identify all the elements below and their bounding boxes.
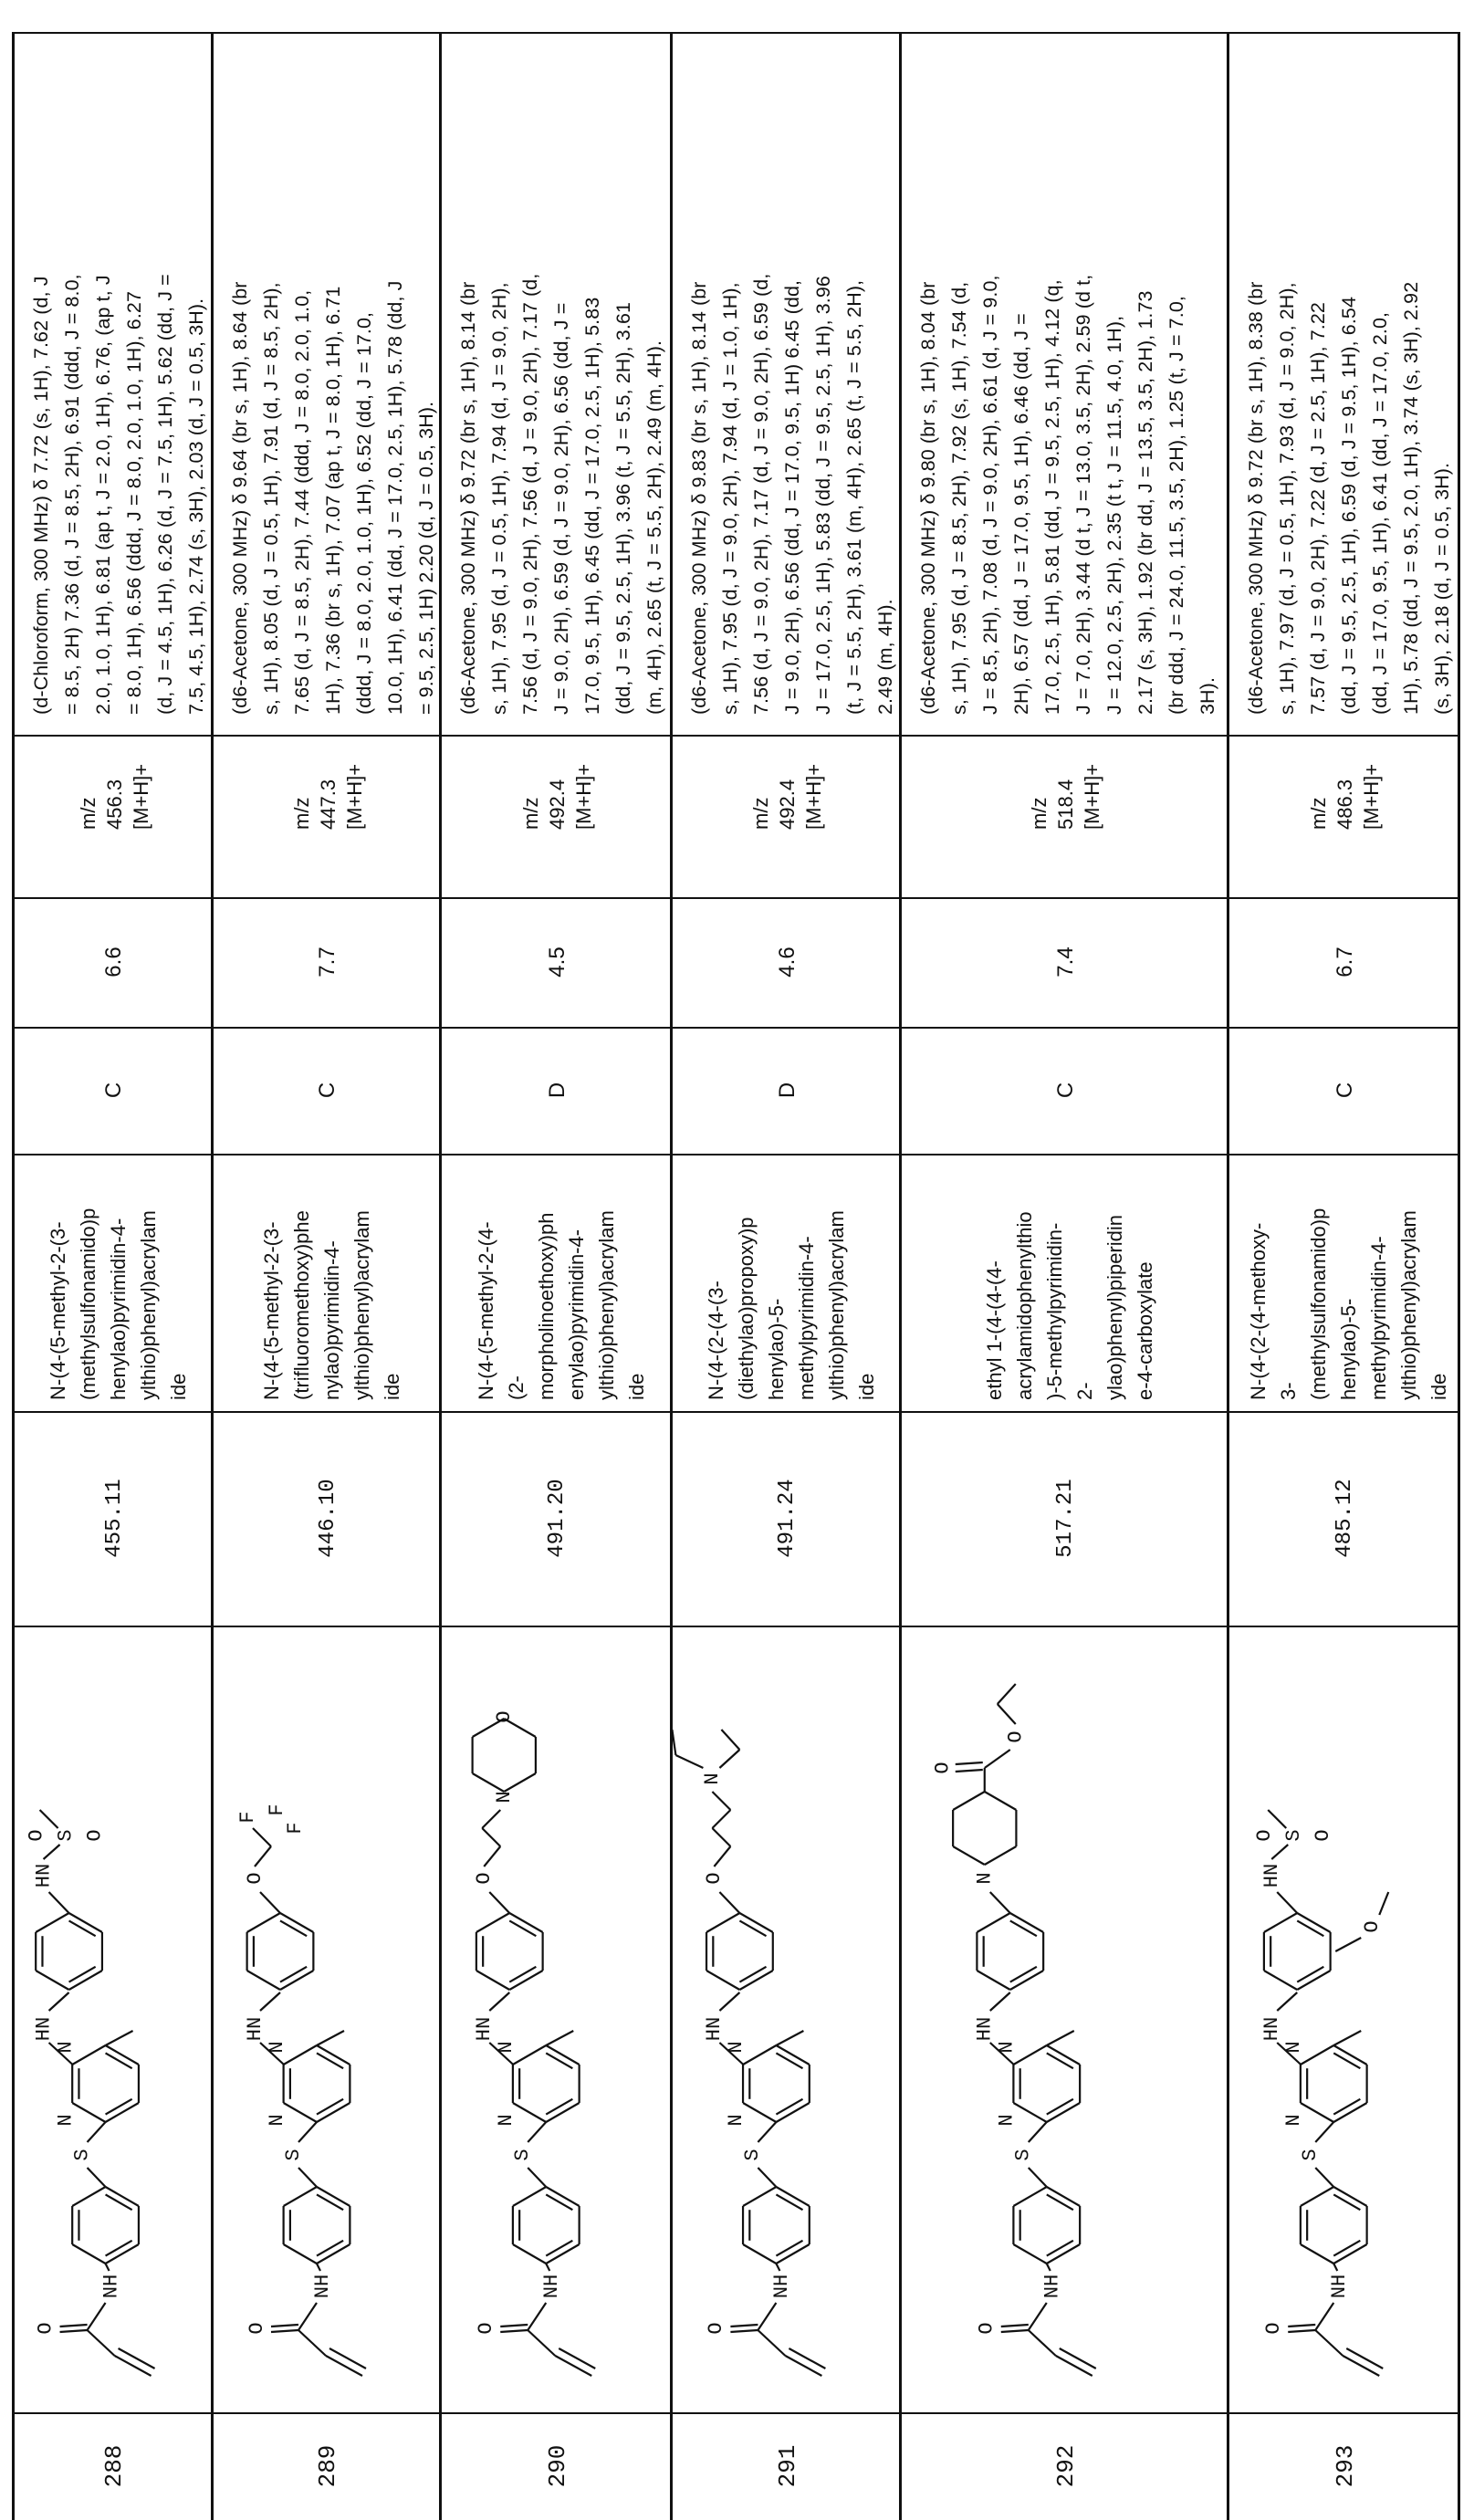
- name-line: ide: [854, 1373, 878, 1400]
- activity-text: D: [774, 1082, 800, 1099]
- nmr-line: = 8.0, 1H), 6.56 (ddd, J = 8.0, 2.0, 1.0, 1H), 6.27: [123, 290, 145, 715]
- nmr-line: (d6-Acetone, 300 MHz) δ 9.83 (br s, 1H), 8.14 (br: [688, 281, 710, 715]
- ms-line: [M+H]+: [342, 763, 366, 830]
- atom-label: O: [705, 2322, 728, 2335]
- atom-label: NH: [99, 2274, 123, 2299]
- compound-number-text: 288: [100, 2444, 128, 2488]
- name-line: ylthio)phenyl)acrylam: [350, 1210, 373, 1400]
- molecular-weight: [212, 1415, 440, 1622]
- molecular-weight: [671, 1415, 900, 1622]
- compound-number-text: 290: [543, 2444, 571, 2488]
- nmr-line: s, 1H), 7.95 (d, J = 0.5, 1H), 7.94 (d, J = 9.0, 2H),: [488, 282, 510, 715]
- compound-number-cell: [212, 2412, 440, 2520]
- name-line: methylpyrimidin-4-: [1367, 1236, 1390, 1400]
- atom-label: O: [83, 1829, 107, 1842]
- compound-name: [900, 1165, 1228, 1400]
- ic50-value-cell: [212, 897, 440, 1027]
- molecular-weight: [13, 1415, 212, 1622]
- name-line: ide: [166, 1373, 190, 1400]
- ms-line: [M+H]+: [572, 763, 595, 830]
- nmr-line: 10.0, 1H), 6.41 (dd, J = 17.0, 2.5, 1H), 5.78 (dd, J: [384, 280, 406, 715]
- compound-number: [671, 2416, 900, 2516]
- nmr-line: 2.49 (m, 4H).: [874, 599, 896, 715]
- ms-line: m/z: [1028, 797, 1051, 830]
- atom-label: O: [703, 1872, 727, 1885]
- name-line: (methylsulfonamido)p: [76, 1208, 99, 1400]
- nmr-line: 7.56 (d, J = 9.0, 2H), 7.56 (d, J = 9.0, 2H), 7.17 (d,: [519, 273, 541, 715]
- atom-label: F: [265, 1804, 288, 1816]
- nmr-text-cell: [13, 32, 212, 735]
- compound-number-text: 293: [1331, 2444, 1359, 2488]
- name-line: ide: [1427, 1373, 1450, 1400]
- ms-value-cell: [900, 735, 1228, 897]
- ic50-text: 4.5: [544, 946, 570, 978]
- atom-label: S: [70, 2149, 94, 2161]
- ic50-value: [671, 901, 900, 1023]
- atom-label: O: [473, 1872, 497, 1885]
- atom-label: HN: [243, 2016, 267, 2042]
- ms-line: 456.3: [102, 779, 126, 830]
- nmr-line: (dd, J = 9.5, 2.5, 1H), 3.96 (t, J = 5.5, 2H), 3.61: [612, 301, 634, 715]
- nmr-text-cell: [671, 32, 900, 735]
- ic50-value: [1228, 901, 1458, 1023]
- activity-class: [671, 1030, 900, 1150]
- activity-class: [13, 1030, 212, 1150]
- atom-label: NH: [310, 2274, 334, 2299]
- compound-number-text: 292: [1051, 2444, 1080, 2488]
- nmr-line: (d6-Acetone, 300 MHz) δ 9.72 (br s, 1H), 8.14 (br: [457, 281, 479, 715]
- chemical-structure: [900, 1626, 1228, 2412]
- compound-name-cell: [671, 1154, 900, 1411]
- name-line: (diethylao)propoxy)p: [734, 1217, 758, 1400]
- nmr-line: s, 1H), 7.95 (d, J = 9.0, 2H), 7.94 (d, J = 1.0, 1H),: [719, 282, 741, 715]
- compound-number: [900, 2416, 1228, 2516]
- activity-text: C: [101, 1082, 126, 1099]
- atom-label: O: [1312, 1829, 1335, 1842]
- name-line: 3-: [1277, 1382, 1300, 1400]
- molecular-weight-cell: [13, 1411, 212, 1626]
- ic50-value-cell: [671, 897, 900, 1027]
- atom-label: N: [1282, 2041, 1306, 2054]
- nmr-line: 3H).: [1197, 676, 1218, 715]
- name-line: ethyl 1-(4-(4-(4-: [982, 1260, 1006, 1400]
- activity-class-cell: [671, 1027, 900, 1154]
- chemical-structure: [13, 1626, 212, 2412]
- nmr-line: 7.5, 4.5, 1H), 2.74 (s, 3H), 2.03 (d, J = 0.5, 3H).: [185, 298, 207, 715]
- atom-label: O: [25, 1829, 48, 1842]
- name-line: methylpyrimidin-4-: [794, 1236, 818, 1400]
- ms-line: m/z: [519, 797, 542, 830]
- atom-label: O: [1253, 1829, 1277, 1842]
- atom-label: S: [1299, 2149, 1322, 2161]
- nmr-text-cell: [900, 32, 1228, 735]
- atom-label: N: [725, 2114, 748, 2127]
- name-line: 2-: [1072, 1382, 1096, 1400]
- molecular-weight-cell: [440, 1411, 671, 1626]
- compound-name-cell: [1228, 1154, 1458, 1411]
- name-line: ylthio)phenyl)acrylam: [1397, 1210, 1420, 1400]
- nmr-line: (dd, J = 17.0, 9.5, 1H), 6.41 (dd, J = 17.0, 2.0,: [1369, 311, 1391, 715]
- nmr-text-cell: [212, 32, 440, 735]
- name-line: ide: [380, 1373, 403, 1400]
- nmr-line: 1H), 7.36 (br s, 1H), 7.07 (ap t, J = 8.0, 1H), 6.71: [322, 286, 344, 715]
- atom-label: N: [265, 2114, 288, 2127]
- activity-class-cell: [13, 1027, 212, 1154]
- nmr-line: 1H), 5.78 (dd, J = 9.5, 2.0, 1H), 3.74 (s, 3H), 2.92: [1400, 281, 1422, 715]
- name-line: morpholinoethoxy)ph: [534, 1212, 558, 1400]
- nmr-line: 17.0, 2.5, 1H), 5.81 (dd, J = 9.5, 2.5, 1H), 4.12 (q,: [1041, 279, 1063, 715]
- nmr-line: s, 1H), 8.05 (d, J = 0.5, 1H), 7.91 (d, J = 8.5, 2H),: [260, 282, 282, 715]
- name-line: N-(4-(2-(4-methoxy-: [1247, 1222, 1270, 1400]
- ms-line: [M+H]+: [1081, 763, 1103, 830]
- atom-label: N: [995, 2041, 1019, 2054]
- compound-number-cell: [671, 2412, 900, 2520]
- nmr-line: s, 1H), 7.97 (d, J = 0.5, 1H), 7.93 (d, J = 9.0, 2H),: [1276, 282, 1298, 715]
- nmr-text: [13, 45, 212, 722]
- molecular-weight: [440, 1415, 671, 1622]
- name-line: acrylamidophenylthio: [1012, 1211, 1036, 1400]
- atom-label: NH: [770, 2274, 794, 2299]
- name-line: ylthio)phenyl)acrylam: [824, 1210, 848, 1400]
- molecular-weight-cell: [671, 1411, 900, 1626]
- nmr-line: J = 9.0, 2H), 6.56 (dd, J = 17.0, 9.5, 1H) 6.45 (dd,: [781, 279, 803, 715]
- nmr-line: (m, 4H), 2.65 (t, J = 5.5, 2H), 2.49 (m, 4H).: [643, 340, 665, 715]
- ms-value-cell: [671, 735, 900, 897]
- chemical-structure: [1228, 1626, 1458, 2412]
- mw-text: 517.21: [1053, 1479, 1078, 1558]
- nmr-line: 7.57 (d, J = 9.0, 2H), 7.22 (d, J = 2.5, 1H), 7.22: [1307, 302, 1329, 715]
- atom-label: NH: [540, 2274, 564, 2299]
- activity-class-cell: [900, 1027, 1228, 1154]
- ms-line: 447.3: [316, 779, 340, 830]
- compound-name-cell: [440, 1154, 671, 1411]
- ms-line: m/z: [289, 797, 313, 830]
- ic50-text: 7.4: [1052, 946, 1078, 978]
- ms-value-cell: [212, 735, 440, 897]
- ic50-value: [900, 901, 1228, 1023]
- compound-number: [212, 2416, 440, 2516]
- name-line: )-5-methylpyrimidin-: [1042, 1222, 1066, 1400]
- nmr-text-cell: [1228, 32, 1458, 735]
- atom-label: N: [495, 2114, 518, 2127]
- ic50-value: [440, 901, 671, 1023]
- atom-label: O: [975, 2322, 998, 2335]
- nmr-text: [900, 45, 1228, 722]
- compound-number: [1228, 2416, 1458, 2516]
- ic50-text: 6.6: [101, 946, 126, 978]
- ms-line: 486.3: [1333, 779, 1356, 830]
- compound-number-text: 291: [773, 2444, 801, 2488]
- name-line: nylao)pyrimidin-4-: [319, 1240, 343, 1400]
- ic50-value: [13, 901, 212, 1023]
- name-line: henylao)-5-: [764, 1298, 788, 1400]
- atom-label: N: [1282, 2114, 1306, 2127]
- chemical-structure: [440, 1626, 671, 2412]
- ic50-value-cell: [1228, 897, 1458, 1027]
- ic50-text: 7.7: [315, 946, 340, 978]
- name-line: (2-: [504, 1375, 528, 1400]
- nmr-line: (s, 3H), 2.18 (d, J = 0.5, 3H).: [1431, 462, 1453, 715]
- name-line: ylao)phenyl)piperidin: [1103, 1214, 1126, 1400]
- ms-line: 518.4: [1054, 779, 1077, 830]
- activity-text: D: [544, 1082, 570, 1099]
- atom-label: O: [931, 1762, 955, 1774]
- atom-label: HN: [32, 2016, 56, 2042]
- ic50-value-cell: [440, 897, 671, 1027]
- ms-value: [212, 738, 440, 894]
- atom-label: S: [54, 1829, 78, 1842]
- compound-name: [212, 1165, 440, 1400]
- activity-class-cell: [212, 1027, 440, 1154]
- nmr-text: [1228, 45, 1458, 722]
- nmr-text-cell: [440, 32, 671, 735]
- ms-value: [900, 738, 1228, 894]
- nmr-line: (d, J = 4.5, 1H), 6.26 (d, J = 7.5, 1H), 5.62 (dd, J =: [154, 274, 176, 715]
- activity-text: C: [1332, 1082, 1357, 1099]
- name-line: (methylsulfonamido)p: [1307, 1208, 1330, 1400]
- atom-label: O: [1004, 1731, 1028, 1743]
- name-line: N-(4-(5-methyl-2-(3-: [46, 1221, 69, 1400]
- activity-class: [900, 1030, 1228, 1150]
- atom-label: NH: [1040, 2274, 1064, 2299]
- ms-value-cell: [440, 735, 671, 897]
- name-line: e-4-carboxylate: [1133, 1261, 1156, 1400]
- nmr-line: J = 9.0, 2H), 6.59 (d, J = 9.0, 2H), 6.56 (dd, J =: [550, 302, 572, 715]
- atom-label: O: [245, 2322, 268, 2335]
- compound-number-cell: [440, 2412, 671, 2520]
- ms-value-cell: [1228, 735, 1458, 897]
- ms-value-cell: [13, 735, 212, 897]
- activity-text: C: [1052, 1082, 1078, 1099]
- nmr-line: 2.17 (s, 3H), 1.92 (br dd, J = 13.5, 3.5, 2H), 1.73: [1134, 290, 1156, 715]
- nmr-line: (br ddd, J = 24.0, 11.5, 3.5, 2H), 1.25 (t, J = 7.0,: [1166, 296, 1187, 715]
- atom-label: N: [725, 2041, 748, 2054]
- atom-label: HN: [32, 1863, 56, 1888]
- atom-label: N: [265, 2041, 288, 2054]
- activity-class: [212, 1030, 440, 1150]
- mw-text: 446.10: [315, 1479, 340, 1558]
- nmr-text: [440, 45, 671, 722]
- ic50-value-cell: [900, 897, 1228, 1027]
- atom-label: O: [493, 1710, 517, 1723]
- chemical-structure: [212, 1626, 440, 2412]
- nmr-line: s, 1H), 7.95 (d, J = 8.5, 2H), 7.92 (s, 1H), 7.54 (d,: [948, 281, 970, 715]
- chemical-structure: [671, 1626, 900, 2412]
- compound-name: [1228, 1165, 1458, 1400]
- atom-label: HN: [473, 2016, 497, 2042]
- compound-number-cell: [1228, 2412, 1458, 2520]
- ms-value: [13, 738, 212, 894]
- atom-label: HN: [1260, 1863, 1284, 1888]
- nmr-line: 2.0, 1.0, 1H), 6.81 (ap t, J = 2.0, 1H), 6.76, (ap t, J: [92, 275, 114, 715]
- atom-label: N: [973, 1872, 997, 1885]
- ic50-text: 4.6: [774, 946, 800, 978]
- activity-class-cell: [440, 1027, 671, 1154]
- name-line: N-(4-(2-(4-(3-: [704, 1281, 727, 1400]
- nmr-line: J = 17.0, 2.5, 1H), 5.83 (dd, J = 9.5, 2.5, 1H), 3.96: [812, 276, 834, 715]
- nmr-text: [212, 45, 440, 722]
- nmr-line: (dd, J = 9.5, 2.5, 1H), 6.59 (d, J = 9.5, 1H), 6.54: [1338, 296, 1360, 715]
- compound-name-cell: [900, 1154, 1228, 1411]
- nmr-line: (d6-Acetone, 300 MHz) δ 9.80 (br s, 1H), 8.04 (br: [917, 281, 939, 715]
- mw-text: 491.24: [775, 1479, 800, 1558]
- atom-label: N: [495, 2041, 518, 2054]
- nmr-line: 17.0, 9.5, 1H), 6.45 (dd, J = 17.0, 2.5, 1H), 5.83: [581, 297, 603, 715]
- name-line: henylao)pyrimidin-4-: [106, 1218, 130, 1400]
- molecular-weight: [1228, 1415, 1458, 1622]
- name-line: enylao)pyrimidin-4-: [564, 1229, 588, 1400]
- ms-line: [M+H]+: [1360, 763, 1383, 830]
- name-line: (trifluoromethoxy)phe: [289, 1210, 313, 1400]
- name-line: ylthio)phenyl)acrylam: [594, 1210, 618, 1400]
- ms-line: 492.4: [776, 779, 799, 830]
- atom-label: O: [1361, 1920, 1385, 1933]
- atom-label: N: [995, 2114, 1019, 2127]
- ic50-value: [212, 901, 440, 1023]
- name-line: ide: [624, 1373, 648, 1400]
- atom-label: O: [34, 2322, 57, 2335]
- ms-line: 492.4: [546, 779, 569, 830]
- ms-value: [1228, 738, 1458, 894]
- nmr-line: 2H), 6.57 (dd, J = 17.0, 9.5, 1H), 6.46 (dd, J =: [1010, 313, 1032, 715]
- activity-class: [1228, 1030, 1458, 1150]
- activity-text: C: [315, 1082, 340, 1099]
- atom-label: S: [1282, 1829, 1306, 1842]
- compound-number-text: 289: [314, 2444, 341, 2488]
- compound-number: [13, 2416, 212, 2516]
- atom-label: N: [493, 1791, 517, 1804]
- nmr-line: (t, J = 5.5, 2H), 3.61 (m, 4H), 2.65 (t, J = 5.5, 2H),: [843, 279, 865, 715]
- nmr-line: (d-Chloroform, 300 MHz) δ 7.72 (s, 1H), 7.62 (d, J: [30, 276, 52, 715]
- molecular-weight-cell: [900, 1411, 1228, 1626]
- atom-label: S: [281, 2149, 305, 2161]
- nmr-line: = 8.5, 2H) 7.36 (d, J = 8.5, 2H), 6.91 (ddd, J = 8.0,: [61, 274, 83, 715]
- nmr-line: 7.56 (d, J = 9.0, 2H), 7.17 (d, J = 9.0, 2H), 6.59 (d,: [750, 273, 772, 715]
- ms-line: [M+H]+: [129, 763, 152, 830]
- atom-label: N: [54, 2114, 78, 2127]
- name-line: ylthio)phenyl)acrylam: [136, 1210, 160, 1400]
- atom-label: O: [475, 2322, 498, 2335]
- compound-number: [440, 2416, 671, 2516]
- mw-text: 455.11: [101, 1479, 127, 1558]
- compound-name: [671, 1165, 900, 1400]
- atom-label: NH: [1328, 2274, 1352, 2299]
- nmr-line: (d6-Acetone, 300 MHz) δ 9.72 (br s, 1H), 8.38 (br: [1245, 281, 1267, 715]
- name-line: henylao)-5-: [1337, 1298, 1360, 1400]
- molecular-weight-cell: [212, 1411, 440, 1626]
- atom-label: HN: [973, 2016, 997, 2042]
- atom-label: N: [701, 1772, 725, 1785]
- ms-line: [M+H]+: [802, 763, 825, 830]
- compound-name-cell: [212, 1154, 440, 1411]
- nmr-text: [671, 45, 900, 722]
- activity-class: [440, 1030, 671, 1150]
- ms-line: m/z: [1307, 797, 1330, 830]
- atom-label: HN: [703, 2016, 727, 2042]
- nmr-line: J = 7.0, 2H), 3.44 (d t, J = 13.0, 3.5, 2H), 2.59 (d t,: [1072, 274, 1094, 715]
- atom-label: F: [235, 1811, 259, 1824]
- nmr-line: (d6-Acetone, 300 MHz) δ 9.64 (br s, 1H), 8.64 (br: [229, 281, 251, 715]
- ic50-value-cell: [13, 897, 212, 1027]
- compound-name-cell: [13, 1154, 212, 1411]
- atom-label: F: [283, 1822, 307, 1835]
- mw-text: 485.12: [1333, 1479, 1357, 1558]
- atom-label: O: [243, 1872, 267, 1885]
- molecular-weight: [900, 1415, 1228, 1622]
- nmr-line: J = 8.5, 2H), 7.08 (d, J = 9.0, 2H), 6.61 (d, J = 9.0,: [979, 275, 1001, 715]
- compound-name: [440, 1165, 671, 1400]
- compound-number-cell: [13, 2412, 212, 2520]
- name-line: N-(4-(5-methyl-2-(4-: [474, 1221, 497, 1400]
- ms-value: [440, 738, 671, 894]
- compound-name: [13, 1165, 212, 1400]
- ms-value: [671, 738, 900, 894]
- ic50-text: 6.7: [1332, 946, 1357, 978]
- molecular-weight-cell: [1228, 1411, 1458, 1626]
- atom-label: S: [511, 2149, 535, 2161]
- atom-label: N: [54, 2041, 78, 2054]
- ms-line: m/z: [749, 797, 772, 830]
- atom-label: S: [741, 2149, 765, 2161]
- atom-label: S: [1011, 2149, 1035, 2161]
- mw-text: 491.20: [545, 1479, 570, 1558]
- ms-line: m/z: [76, 797, 99, 830]
- nmr-line: (ddd, J = 8.0, 2.0, 1.0, 1H), 6.52 (dd, J = 17.0,: [353, 311, 375, 715]
- nmr-line: 7.65 (d, J = 8.5, 2H), 7.44 (ddd, J = 8.0, 2.0, 1.0,: [291, 289, 313, 715]
- compound-number-cell: [900, 2412, 1228, 2520]
- activity-class-cell: [1228, 1027, 1458, 1154]
- nmr-line: J = 12.0, 2.5, 2H), 2.35 (t t, J = 11.5, 4.0, 1H),: [1103, 315, 1125, 715]
- atom-label: O: [1262, 2322, 1286, 2335]
- name-line: N-(4-(5-methyl-2-(3-: [259, 1221, 283, 1400]
- atom-label: HN: [1260, 2016, 1284, 2042]
- nmr-line: = 9.5, 2.5, 1H) 2.20 (d, J = 0.5, 3H).: [415, 401, 437, 715]
